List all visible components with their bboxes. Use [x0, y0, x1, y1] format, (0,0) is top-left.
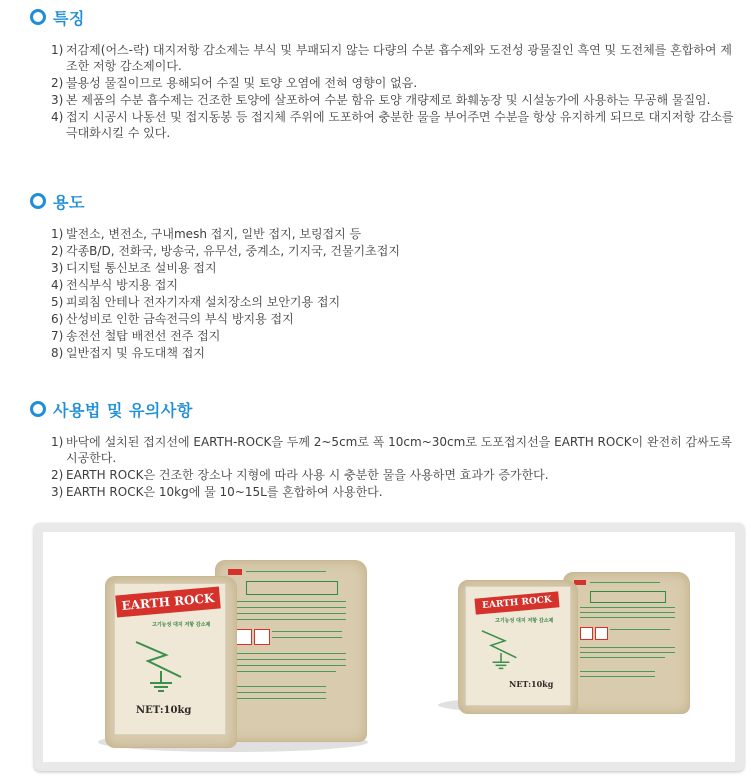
circle-bullet-icon — [30, 9, 46, 25]
uses-section — [30, 190, 742, 362]
item-text: 발전소, 변전소, 구내mesh 접지, 일반 접지, 보링접지 등 — [66, 227, 362, 241]
list-item — [51, 434, 742, 466]
print-line — [236, 607, 346, 608]
item-text: 접지 시공시 나동선 및 접지동봉 등 접지체 주위에 도포하여 충분한 물을 부어주면 수분을 항상 유지하게 되므로 대지저항 감소를 극대화시킬 수 있다. — [66, 110, 734, 140]
print-line — [580, 612, 675, 613]
usage-header — [30, 398, 742, 420]
item-number: 7) — [51, 329, 64, 343]
features-title: 특징 — [53, 8, 85, 28]
print-line — [236, 619, 346, 620]
list-item — [51, 294, 742, 310]
list-item — [51, 484, 742, 500]
usage-title: 사용법 및 유의사항 — [53, 400, 193, 420]
item-number: 4) — [51, 110, 64, 124]
item-text: 송전선 철탑 배전선 전주 접지 — [66, 329, 221, 343]
print-line — [236, 692, 326, 693]
print-line — [272, 637, 342, 638]
features-list — [30, 42, 742, 141]
warning-box — [580, 627, 593, 640]
item-text: 저감제(어스-락) 대지저항 감소제는 부식 및 부패되지 않는 다량의 수분 흡수제와 도전성 광물질인 흑연 및 도전체를 혼합하여 제조한 저항 감소제이다. — [66, 43, 732, 73]
bag-subtitle: 고기능성 대지 저항 감소제 — [495, 618, 554, 624]
item-text: 일반접지 및 유도대책 접지 — [66, 346, 205, 360]
print-line — [590, 582, 660, 583]
print-line — [580, 652, 675, 653]
circle-bullet-icon — [30, 193, 46, 209]
print-line — [236, 601, 346, 602]
warning-box — [236, 629, 252, 645]
uses-header — [30, 190, 742, 212]
item-number: 6) — [51, 312, 64, 326]
lightning-ground-icon — [473, 627, 529, 673]
product-photo-frame — [34, 523, 744, 771]
item-text: 불용성 물질이므로 용해되어 수질 및 토양 오염에 전혀 영향이 없음. — [66, 76, 418, 90]
product-bag-front — [458, 580, 578, 714]
item-text: EARTH ROCK은 건조한 장소나 지형에 따라 사용 시 충분한 물을 사용하면 효과가 증가한다. — [66, 468, 549, 482]
list-item — [51, 345, 742, 361]
item-number: 1) — [51, 227, 64, 241]
item-text: 산성비로 인한 금속전극의 부식 방지용 접지 — [66, 312, 294, 326]
list-item — [51, 109, 742, 141]
list-item — [51, 467, 742, 483]
print-line — [236, 686, 326, 687]
print-line — [272, 631, 342, 632]
print-line — [236, 653, 346, 654]
item-text: 피뢰침 안테나 전자기자재 설치장소의 보안기용 접지 — [66, 295, 341, 309]
lightning-ground-icon — [126, 637, 196, 697]
list-item — [51, 42, 742, 74]
item-text: 본 제품의 수분 흡수제는 건조한 토양에 살포하여 수분 함유 토양 개량제로 화훼농장 및 시설농가에 사용하는 무공해 물질임. — [66, 93, 711, 107]
print-line — [580, 676, 655, 677]
item-number: 1) — [51, 43, 64, 57]
print-line — [236, 671, 336, 672]
print-box — [590, 591, 666, 603]
list-item — [51, 311, 742, 327]
print-line — [246, 571, 326, 572]
print-line — [580, 647, 675, 648]
features-section — [30, 6, 742, 142]
print-line — [580, 657, 665, 658]
item-number: 3) — [51, 485, 64, 499]
print-line — [236, 665, 346, 666]
product-bag-back — [215, 560, 367, 742]
item-number: 5) — [51, 295, 64, 309]
item-number: 2) — [51, 76, 64, 90]
list-item — [51, 75, 742, 91]
item-number: 2) — [51, 244, 64, 258]
list-item — [51, 226, 742, 242]
print-line — [580, 607, 675, 608]
item-number: 2) — [51, 468, 64, 482]
item-number: 3) — [51, 93, 64, 107]
print-line — [236, 613, 346, 614]
uses-title: 용도 — [53, 192, 85, 212]
item-text: 각종B/D, 전화국, 방송국, 유무선, 중계소, 기지국, 건물기초접지 — [66, 244, 400, 258]
list-item — [51, 328, 742, 344]
print-line — [236, 698, 326, 699]
list-item — [51, 260, 742, 276]
item-text: 디지털 통신보조 설비용 접지 — [66, 261, 217, 275]
features-header — [30, 6, 742, 28]
warning-box — [595, 627, 608, 640]
usage-section — [30, 398, 742, 501]
print-box — [246, 581, 338, 595]
item-number: 3) — [51, 261, 64, 275]
item-number: 8) — [51, 346, 64, 360]
item-text: 전식부식 방지용 접지 — [66, 278, 178, 292]
list-item — [51, 243, 742, 259]
warning-box — [254, 629, 270, 645]
print-line — [580, 617, 675, 618]
net-weight: NET:10kg — [136, 705, 192, 716]
product-photo — [43, 532, 735, 762]
brand-logo: EARTH ROCK — [474, 591, 559, 614]
print-line — [610, 629, 670, 630]
product-bag-front — [105, 576, 237, 748]
item-text: EARTH ROCK은 10kg에 물 10~15L를 혼합하여 사용한다. — [66, 485, 383, 499]
print-line — [236, 659, 346, 660]
list-item — [51, 92, 742, 108]
circle-bullet-icon — [30, 401, 46, 417]
uses-list — [30, 226, 742, 361]
item-number: 4) — [51, 278, 64, 292]
item-text: 바닥에 설치된 접지선에 EARTH-ROCK을 두께 2~5cm로 폭 10cm~30cm로 도포접지선을 EARTH ROCK이 완전히 감싸도록 시공한다. — [66, 435, 732, 465]
brand-logo: EARTH ROCK — [115, 587, 221, 618]
item-number: 1) — [51, 435, 64, 449]
net-weight: NET:10kg — [509, 679, 554, 689]
red-tag — [228, 569, 242, 575]
print-line — [580, 671, 655, 672]
usage-list — [30, 434, 742, 500]
product-bag-back — [563, 572, 690, 714]
bag-subtitle: 고기능성 대지 저항 감소제 — [152, 622, 211, 628]
list-item — [51, 277, 742, 293]
